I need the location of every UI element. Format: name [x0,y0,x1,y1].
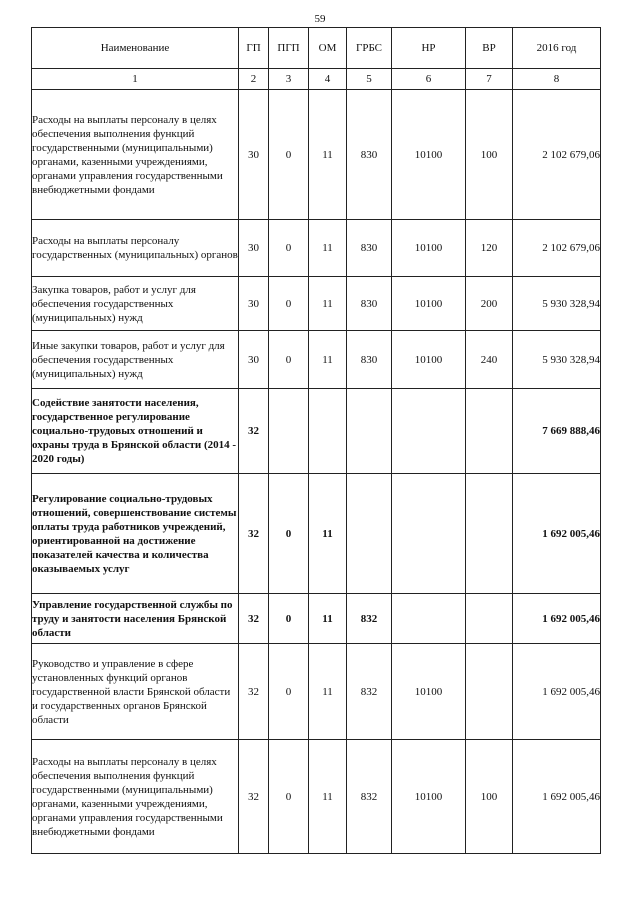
gp-cell: 32 [239,644,269,740]
om-cell: 11 [309,594,347,644]
column-number-row [32,69,601,90]
amount-cell: 1 692 005,46 [513,474,601,594]
header-cell: Наименование [32,28,239,69]
table-row [32,644,601,740]
amount-cell: 1 692 005,46 [513,740,601,854]
gp-cell: 30 [239,220,269,277]
amount-cell: 2 102 679,06 [513,90,601,220]
row-name: Руководство и управление в сфере установленных функций органов государственной власти Брянской области и государственных органов Брянской области [32,644,239,740]
pgp-cell: 0 [269,90,309,220]
om-cell: 11 [309,474,347,594]
vr-cell: 100 [466,740,513,854]
column-number: 4 [309,69,347,90]
grbs-cell: 830 [347,90,392,220]
pgp-cell: 0 [269,277,309,331]
column-number: 2 [239,69,269,90]
header-cell: 2016 год [513,28,601,69]
row-name: Расходы на выплаты персоналу в целях обеспечения выполнения функций государственными (муниципальными) органами, казенными учреждениями, органами управления государственными внебюджетными фондами [32,740,239,854]
nr-cell: 10100 [392,220,466,277]
vr-cell: 100 [466,90,513,220]
column-number: 5 [347,69,392,90]
table-row [32,220,601,277]
column-number: 3 [269,69,309,90]
amount-cell: 2 102 679,06 [513,220,601,277]
row-name: Расходы на выплаты персоналу государственных (муниципальных) органов [32,220,239,277]
nr-cell: 10100 [392,277,466,331]
grbs-cell: 830 [347,277,392,331]
nr-cell: 10100 [392,331,466,389]
nr-cell [392,389,466,474]
table-row [32,594,601,644]
vr-cell [466,474,513,594]
pgp-cell [269,389,309,474]
row-name: Регулирование социально-трудовых отношений, совершенствование системы оплаты труда работников учреждений, ориентированной на достижение показателей качества и количества оказываемых услуг [32,474,239,594]
pgp-cell: 0 [269,644,309,740]
gp-cell: 32 [239,594,269,644]
nr-cell [392,594,466,644]
pgp-cell: 0 [269,220,309,277]
header-cell: НР [392,28,466,69]
om-cell: 11 [309,331,347,389]
table-row [32,90,601,220]
header-cell: ОМ [309,28,347,69]
om-cell: 11 [309,277,347,331]
column-number: 7 [466,69,513,90]
header-cell: ГРБС [347,28,392,69]
page-number: 59 [314,13,326,25]
vr-cell: 200 [466,277,513,331]
header-cell: ГП [239,28,269,69]
vr-cell [466,644,513,740]
grbs-cell [347,474,392,594]
header-cell: ПГП [269,28,309,69]
pgp-cell: 0 [269,740,309,854]
grbs-cell: 830 [347,220,392,277]
om-cell: 11 [309,644,347,740]
row-name: Управление государственной службы по труду и занятости населения Брянской области [32,594,239,644]
column-number: 8 [513,69,601,90]
gp-cell: 32 [239,474,269,594]
vr-cell [466,389,513,474]
table-body [32,90,601,854]
vr-cell: 240 [466,331,513,389]
row-name: Закупка товаров, работ и услуг для обеспечения государственных (муниципальных) нужд [32,277,239,331]
pgp-cell: 0 [269,474,309,594]
om-cell [309,389,347,474]
pgp-cell: 0 [269,331,309,389]
table-row [32,389,601,474]
gp-cell: 32 [239,740,269,854]
nr-cell: 10100 [392,644,466,740]
row-name: Содействие занятости населения, государственное регулирование социально-трудовых отношений и охраны труда в Брянской области (2014 - 2020 годы) [32,389,239,474]
vr-cell: 120 [466,220,513,277]
table-row [32,331,601,389]
nr-cell: 10100 [392,740,466,854]
gp-cell: 32 [239,389,269,474]
nr-cell: 10100 [392,90,466,220]
pgp-cell: 0 [269,594,309,644]
grbs-cell: 832 [347,740,392,854]
om-cell: 11 [309,90,347,220]
table-row [32,277,601,331]
grbs-cell [347,389,392,474]
om-cell: 11 [309,740,347,854]
amount-cell: 5 930 328,94 [513,277,601,331]
om-cell: 11 [309,220,347,277]
amount-cell: 5 930 328,94 [513,331,601,389]
grbs-cell: 830 [347,331,392,389]
row-name: Расходы на выплаты персоналу в целях обеспечения выполнения функций государственными (муниципальными) органами, казенными учреждениями, органами управления государственными внебюджетными фондами [32,90,239,220]
budget-table [31,27,601,854]
gp-cell: 30 [239,90,269,220]
column-number: 1 [32,69,239,90]
row-name: Иные закупки товаров, работ и услуг для обеспечения государственных (муниципальных) нужд [32,331,239,389]
amount-cell: 7 669 888,46 [513,389,601,474]
header-row [32,28,601,69]
amount-cell: 1 692 005,46 [513,644,601,740]
grbs-cell: 832 [347,594,392,644]
nr-cell [392,474,466,594]
header-cell: ВР [466,28,513,69]
vr-cell [466,594,513,644]
column-number: 6 [392,69,466,90]
gp-cell: 30 [239,277,269,331]
amount-cell: 1 692 005,46 [513,594,601,644]
grbs-cell: 832 [347,644,392,740]
gp-cell: 30 [239,331,269,389]
table-row [32,740,601,854]
table-row [32,474,601,594]
